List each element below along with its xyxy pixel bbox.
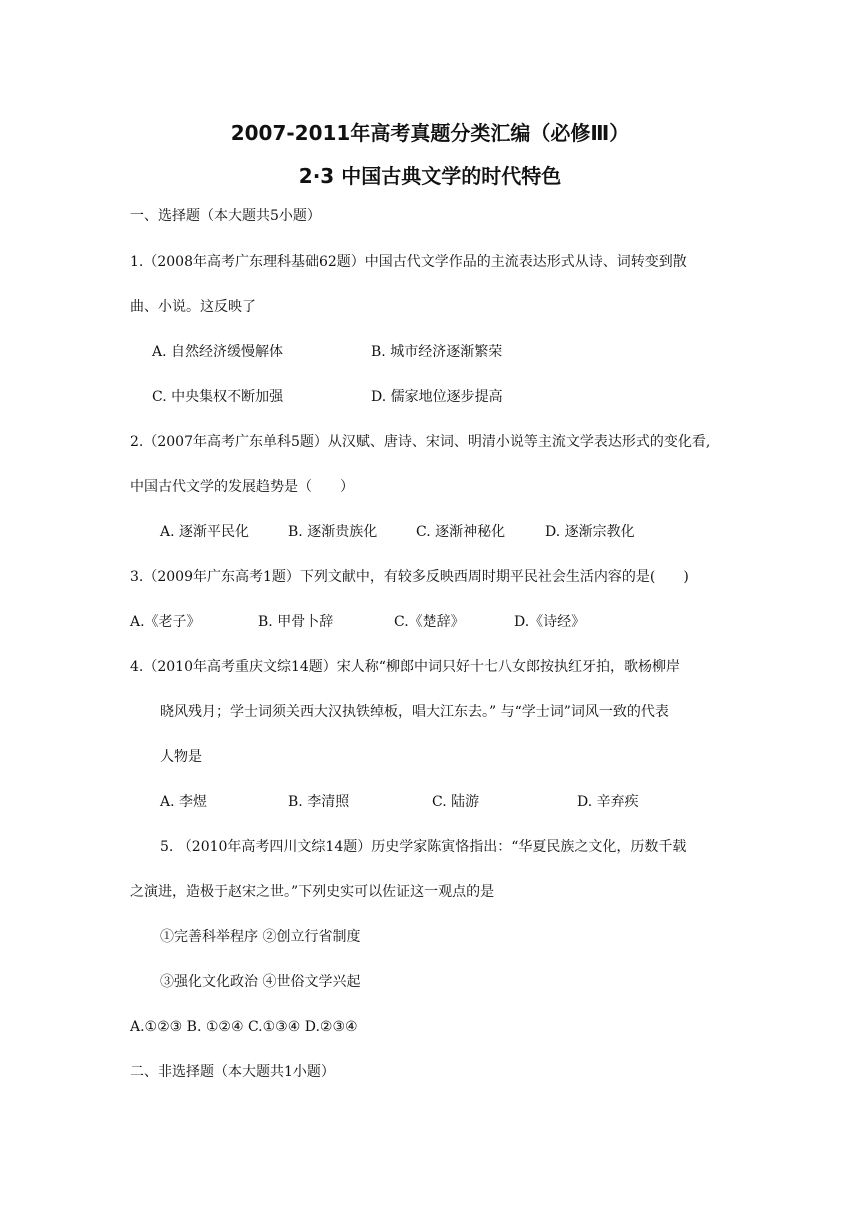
- section-heading: 一、选择题（本大题共5小题）: [130, 208, 321, 224]
- question-3-text: 3.（2009年广东高考1题）下列文献中，有较多反映西周时期平民社会生活内容的是( ): [130, 569, 689, 585]
- option-d: D. 儒家地位逐步提高: [371, 389, 503, 405]
- option-d: D.《诗经》: [514, 614, 586, 630]
- option-b: B. 逐渐贵族化: [288, 524, 378, 540]
- section-heading: 二、非选择题（本大题共1小题）: [130, 1064, 335, 1080]
- document-subtitle: 2·3 中国古典文学的时代特色: [298, 164, 562, 188]
- question-5-statements-1: ①完善科举程序 ②创立行省制度: [160, 929, 361, 945]
- option-d: D. 逐渐宗教化: [545, 524, 635, 540]
- option-a: A. 自然经济缓慢解体: [152, 344, 284, 360]
- question-4-text-end: 人物是: [160, 749, 202, 765]
- question-1-text: 1.（2008年高考广东理科基础62题）中国古代文学作品的主流表达形式从诗、词转变到散: [130, 254, 687, 270]
- question-5-statements-2: ③强化文化政治 ④世俗文学兴起: [160, 974, 361, 990]
- question-5-options: A.①②③ B. ①②④ C.①③④ D.②③④: [130, 1019, 358, 1035]
- option-b: B. 甲骨卜辞: [258, 614, 334, 630]
- option-a: A. 李煜: [160, 794, 208, 810]
- document-title: 2007-2011年高考真题分类汇编（必修Ⅲ）: [230, 121, 630, 145]
- option-d: D. 辛弃疾: [577, 794, 639, 810]
- question-4-text-cont: 晓风残月；学士词须关西大汉执铁绰板，唱大江东去。” 与“学士词”词风一致的代表: [160, 704, 669, 720]
- question-1-text-cont: 曲、小说。这反映了: [130, 299, 256, 315]
- option-a: A. 逐渐平民化: [160, 524, 250, 540]
- question-4-text: 4.（2010年高考重庆文综14题）宋人称“柳郎中词只好十七八女郎按执红牙拍，歌杨柳岸: [130, 659, 680, 675]
- option-c: C. 中央集权不断加强: [152, 389, 284, 405]
- option-c: C. 逐渐神秘化: [416, 524, 506, 540]
- question-2-text: 2.（2007年高考广东单科5题）从汉赋、唐诗、宋词、明清小说等主流文学表达形式的变化看,: [130, 434, 711, 450]
- option-b: B. 城市经济逐渐繁荣: [371, 344, 503, 360]
- question-5-text-cont: 之演进，造极于赵宋之世。”下列史实可以佐证这一观点的是: [130, 884, 495, 900]
- question-5-text: 5. （2010年高考四川文综14题）历史学家陈寅恪指出：“华夏民族之文化，历数千载: [160, 839, 687, 855]
- option-c: C. 陆游: [432, 794, 480, 810]
- question-2-text-cont: 中国古代文学的发展趋势是（ ）: [130, 479, 354, 495]
- option-c: C.《楚辞》: [394, 614, 465, 630]
- option-b: B. 李清照: [288, 794, 350, 810]
- option-a: A.《老子》: [130, 614, 201, 630]
